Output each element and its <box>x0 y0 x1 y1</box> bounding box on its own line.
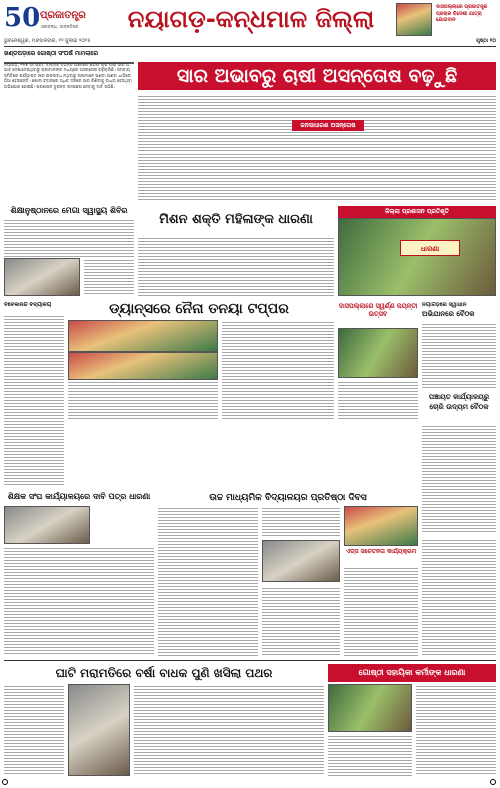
ghat-photo <box>68 684 130 776</box>
dance-photo-row <box>68 320 218 352</box>
lead-columns-2 <box>138 152 496 200</box>
dance-body <box>68 380 218 420</box>
registration-mark <box>2 779 8 785</box>
panchayat-headline-block <box>422 392 496 422</box>
registration-mark <box>490 779 496 785</box>
mission-shakti-body <box>138 236 334 296</box>
school-day-body-3 <box>262 586 340 656</box>
dance-headline: ଡ୍ୟାନ୍ସରେ ନୈନା ତନୟା ଟପ୍ପର <box>109 301 289 317</box>
page-number: ପୃଷ୍ଠା ୧୦ <box>476 38 496 44</box>
panchayat-body-2 <box>422 538 496 656</box>
ghat-headline: ଘାଟି ମରାମତିରେ ବର୍ଷା ବାଧକ ପୁଣି ଖସିଲା ପଥର <box>55 666 273 680</box>
ghat-body <box>4 684 64 776</box>
promo-text: ଦାସପଲ୍ଲାରେ ପ୍ରଜାତନ୍ତ୍ର ପ୍ରଚାର ବିଦେଶୀ ଯାତ୍ରା ଯୋଗଦାନ <box>436 4 488 24</box>
health-camp-body-2 <box>84 258 134 296</box>
awareness-body <box>344 566 418 656</box>
health-camp-photo <box>4 258 80 296</box>
mission-shakti-headline: ମିଶନ ଶକ୍ତି ମହିଳାଙ୍କ ଧାରଣା <box>159 212 313 227</box>
panchayat-headline: ପଞ୍ଚାୟତ କାର୍ଯ୍ୟାଳୟରୁ ଚୋରି ଉଦ୍ୟମ ବୈଠକ <box>428 393 490 411</box>
lead-left-body: ନୟାଗଡ଼, ୨୧ା୭ (ନି.ପ୍ର): ଜିଲ୍ଲାର ବିଭିନ୍ନ ଅଞ୍ଚଳରେ ଖରିଫ ଚାଷ ପାଇଁ ସାର ଅଭାବ ଦେଖାଦେଇଥିବାରୁ ଚାଷୀମାନଙ୍କ ମଧ୍ୟରେ ଅସନ୍ତୋଷ ବଢ଼ିଚାଲିଛି। ସମବାୟ ସମିତିରେ ପର୍ଯ୍ୟାପ୍ତ ସାର ଉପଲବ୍ଧ ନଥିବାରୁ ଚାଷୀମାନେ ଘଣ୍ଟା ଘଣ୍ଟା ଧାଡ଼ିରେ ଠିଆ ହେଉଛନ୍ତି। ଖୋଲା ବଜାରରେ ଅଧିକ ଦରରେ ସାର କିଣିବାକୁ ବାଧ୍ୟ ହେଉଥିବା ଅଭିଯୋଗ ହୋଇଛି। ପ୍ରଶାସନ ତୁରନ୍ତ ପଦକ୍ଷେପ ନେବାକୁ ଦାବି ଉଠିଛି। <box>4 62 132 89</box>
mission-photo <box>338 218 496 296</box>
dateline: ଭୁବନେଶ୍ୱର, ମଙ୍ଗଳବାର, ୨୨ ଜୁଲାଇ ୨୦୨୫ <box>4 38 91 44</box>
dance-photo-group <box>68 352 218 380</box>
anganwadi-body-2 <box>328 734 412 776</box>
dharana-banner <box>400 240 460 256</box>
vivekananda-kicker: ବିବେକାନନ୍ଦ ବିଦ୍ୟାଳୟ <box>4 302 52 308</box>
mission-caption: ଜିଲ୍ଲା ପ୍ରଶାସନ ପ୍ରତିଶୃତି <box>385 208 449 215</box>
education-photo <box>4 506 90 544</box>
masthead <box>0 0 500 48</box>
logo-tagline: ଏକାବନ୍ଧ, ଉନ୍ନତିରେ <box>40 25 79 30</box>
lead-kicker: ଖଣ୍ଡପଡ଼ାରେ ଗୋଷ୍ଠୀ ସଂଘର୍ଷ ମାମଲାରେ <box>4 50 99 57</box>
nayagarh-sub: ଅଭିଯାନରେ ବୈଠକ <box>422 310 475 318</box>
lead-subhead: ଜନସାଧାରଣ ଅସନ୍ତୋଷ <box>300 122 356 129</box>
dharana-banner-text: ଧାରଣା <box>420 245 440 253</box>
dasapalla-headline: ଦାସପଲ୍ଲାରେ ସ୍ୱର୍ଣ୍ଣ ଜୟନ୍ତୀ ଉତ୍ସବ <box>338 302 418 318</box>
logo-name: ପ୍ରଜାତନ୍ତ୍ର <box>40 10 86 21</box>
dance-body-left <box>4 314 64 486</box>
mission-shakti-headline-block <box>138 206 334 234</box>
school-day-body-2 <box>262 506 340 536</box>
section-title: ନୟାଗଡ଼-କନ୍ଧମାଳ ଜିଲ୍ଲା <box>127 5 375 33</box>
awareness-headline: ଏଡ୍‌ସ ସଚେତନତା କାର୍ଯ୍ୟକ୍ରମ <box>345 548 417 555</box>
school-day-body <box>158 506 258 656</box>
health-camp-body <box>4 218 134 258</box>
lead-headline: ସାର ଅଭାବରୁ ଚାଷୀ ଅସନ୍ତୋଷ ବଢ଼ୁଛି <box>176 65 458 87</box>
dasapalla-body <box>338 380 418 420</box>
anganwadi-body <box>416 684 496 776</box>
nayagarh-kicker: ନୟାଗଡ଼ରେ ସ୍ୱାଧୀନ <box>422 302 467 308</box>
logo-number: 50 <box>4 3 41 33</box>
education-body <box>4 546 154 656</box>
lead-headline-bar <box>138 62 496 90</box>
dasapalla-photo <box>338 328 418 378</box>
education-headline: ଶିକ୍ଷକ ସଂଘ କାର୍ଯ୍ୟାଳୟରେ ଦାବି ପତ୍ର ଧାରଣା <box>7 492 151 501</box>
awareness-photo <box>344 506 418 546</box>
anganwadi-headline: ଗୋଷ୍ଠୀ ସହାୟିକା କର୍ମୀଙ୍କ ଧାରଣା <box>358 668 466 677</box>
health-camp-headline: ଶିକ୍ଷାନୁଷ୍ଠାନରେ ମେଗା ସ୍ୱାସ୍ଥ୍ୟ ଶିବିର <box>10 206 128 215</box>
lead-subhead-box <box>292 120 364 131</box>
nayagarh-body <box>422 322 496 388</box>
anganwadi-photo <box>328 684 412 732</box>
anganwadi-headline-bar <box>328 664 496 682</box>
bottom-rule <box>4 660 496 661</box>
dance-body-right <box>222 320 334 420</box>
school-day-photo <box>262 540 340 582</box>
school-day-headline: ଉଚ୍ଚ ମାଧ୍ୟମିକ ବିଦ୍ୟାଳୟର ପ୍ରତିଷ୍ଠା ଦିବସ <box>209 493 367 503</box>
panchayat-body <box>422 424 496 534</box>
mission-caption-box <box>338 206 496 218</box>
masthead-rule <box>4 46 496 47</box>
promo-photo <box>396 3 432 36</box>
ghat-body-2 <box>134 684 324 776</box>
